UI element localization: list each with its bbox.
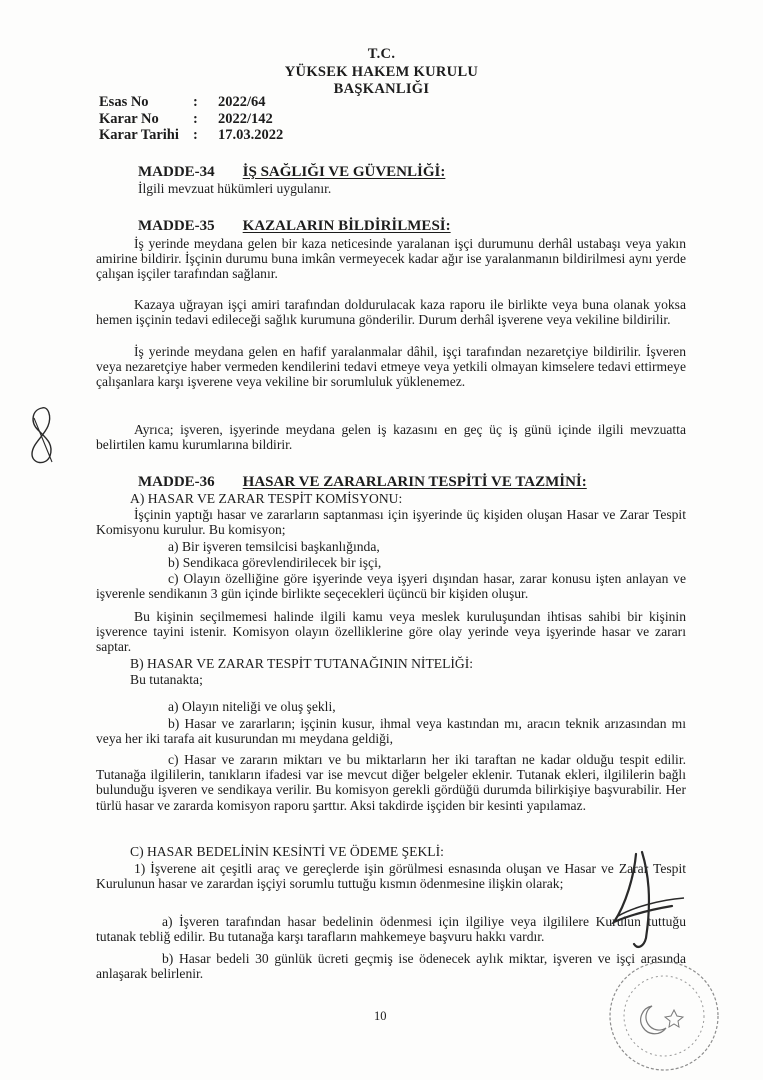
section-a-item-a: a) Bir işveren temsilcisi başkanlığında, <box>168 539 380 554</box>
signature-mark <box>588 846 698 956</box>
article-35-number: MADDE-35 <box>138 218 215 234</box>
meta-value: 17.03.2022 <box>218 127 284 143</box>
section-b-item-c: c) Hasar ve zararın miktarı ve bu miktarların her iki taraftan ne kadar olduğu tespit edilir. Tutanağa ilgililerin, tanıkların ifadesi var ise mevcut diğer belgeler eklenir. Tutanak ekleri, ilgililerin bağlı bulunduğu işveren ve sendikaya verilir. Bu komisyon gerekli gördüğü durumda bilirkişiye başvurabilir. Her türlü hasar ve zararda komisyon raporu şarttır. Aksi takdirde işçiden bir kesinti yapılamaz. <box>96 752 686 813</box>
handwritten-initial-mark <box>24 404 60 468</box>
article-36-number: MADDE-36 <box>138 474 215 490</box>
decision-no-row <box>99 111 283 128</box>
case-meta <box>99 94 283 144</box>
header-tc: T.C. <box>367 46 396 62</box>
section-a-heading: A) HASAR VE ZARAR TESPİT KOMİSYONU: <box>130 491 403 506</box>
section-b-item-a: a) Olayın niteliği ve oluş şekli, <box>168 699 336 714</box>
meta-value: 2022/142 <box>218 110 273 127</box>
article-34-text: İlgili mevzuat hükümleri uygulanır. <box>138 181 332 196</box>
article-34-number: MADDE-34 <box>138 164 215 180</box>
section-c-item-1b: b) Hasar bedeli 30 günlük ücreti geçmiş ise ödenecek aylık miktar, işveren ve işçi arasında anlaşarak belirlenir. <box>96 951 686 982</box>
meta-sep: : <box>193 110 198 127</box>
meta-label: Karar Tarihi <box>99 127 179 143</box>
meta-sep: : <box>193 94 198 110</box>
page-number: 10 <box>374 1009 387 1023</box>
header-institution: YÜKSEK HAKEM KURULU <box>284 64 479 80</box>
article-36-heading <box>138 474 587 491</box>
article-35-paragraph: İş yerinde meydana gelen en hafif yaralanmalar dâhil, işçi tarafından nezaretçiye bildirilir. İşveren veya nezaretçiye haber vermeden kendilerini tedavi etmeye veya yetkili olmayan kimselere tedavi ettirmeye çalışanlara karşı işverene veya vekiline bir sorumluluk yüklenemez. <box>96 344 686 390</box>
meta-value: 2022/64 <box>218 94 266 110</box>
article-35-paragraph: İş yerinde meydana gelen bir kaza neticesinde yaralanan işçi durumunu derhâl ustabaşı veya yakın amirine bildirir. İşçinin durumu buna imkân vermeyecek kadar ağır ise yaralanmanın bildirilmesi aynı yerde çalışan işçiler tarafından sağlanır. <box>96 236 686 282</box>
article-34-title: İŞ SAĞLIĞI VE GÜVENLİĞİ: <box>242 164 446 180</box>
section-c-item-1a: a) İşveren tarafından hasar bedelinin ödenmesi için ilgiliye veya ilgililere Kurulun tuttuğu tutanak tebliğ edilir. Bu tutanağa karşı tarafların mahkemeye başvuru hakkı vardır. <box>96 914 686 945</box>
section-a-item-b: b) Sendikaca görevlendirilecek bir işçi, <box>168 555 382 570</box>
meta-label: Karar No <box>99 110 159 127</box>
article-35-title: KAZALARIN BİLDİRİLMESİ: <box>242 218 451 234</box>
article-35-paragraph: Kazaya uğrayan işçi amiri tarafından doldurulacak kaza raporu ile birlikte veya buna olanak yoksa hemen işçinin tedavi edileceği sağlık kurumuna gönderilir. Durum derhâl işverene veya vekiline bildirilir. <box>96 297 686 328</box>
decision-date-row <box>99 127 283 144</box>
article-34-heading <box>138 164 445 181</box>
section-a-paragraph: Bu kişinin seçilmemesi halinde ilgili kamu veya meslek kuruluşundan ihtisas sahibi bir kişinin işverence tayini istenir. Komisyon olayın özelliklerine göre olay yerinde veya işyerinde hasar ve zararı saptar. <box>96 609 686 655</box>
official-stamp-mark <box>594 954 734 1074</box>
section-b-intro: Bu tutanakta; <box>130 672 203 687</box>
meta-label: Esas No <box>99 94 149 110</box>
header-presidency: BAŞKANLIĞI <box>333 81 430 97</box>
section-b-item-b: b) Hasar ve zararların; işçinin kusur, ihmal veya kastından mı, aracın teknik arızasından mı veya her iki tarafa ait kusurundan mı meydana geldiği, <box>96 716 686 747</box>
section-a-item-c: c) Olayın özelliğine göre işyerinde veya işyeri dışından hasar, zarar konusu işten anlayan ve işverenle sendikanın 3 gün içinde birlikte seçecekleri üçüncü bir kişiden oluşur. <box>96 571 686 602</box>
section-a-paragraph: İşçinin yaptığı hasar ve zararların saptanması için işyerinde üç kişiden oluşan Hasar ve Zarar Tespit Komisyonu kurulur. Bu komisyon; <box>96 507 686 538</box>
article-35-heading <box>138 218 451 235</box>
article-35-paragraph: Ayrıca; işveren, işyerinde meydana gelen iş kazasını en geç üç iş günü içinde ilgili mevzuatta belirtilen kamu kurumlarına bildirir. <box>96 422 686 453</box>
section-b-heading: B) HASAR VE ZARAR TESPİT TUTANAĞININ NİTELİĞİ: <box>130 656 474 671</box>
section-c-item-1: 1) İşverene ait çeşitli araç ve gereçlerde işin görülmesi esnasında oluşan ve Hasar ve Zarar Tespit Kurulunun hasar ve zarardan işçiyi sorumlu tuttuğu kısmın ödenmesine ilişkin olarak; <box>96 861 686 892</box>
article-36-title: HASAR VE ZARARLARIN TESPİTİ VE TAZMİNİ: <box>242 474 587 490</box>
meta-sep: : <box>193 127 198 143</box>
case-no-row <box>99 94 283 111</box>
section-c-heading: C) HASAR BEDELİNİN KESİNTİ VE ÖDEME ŞEKLİ: <box>130 844 444 859</box>
